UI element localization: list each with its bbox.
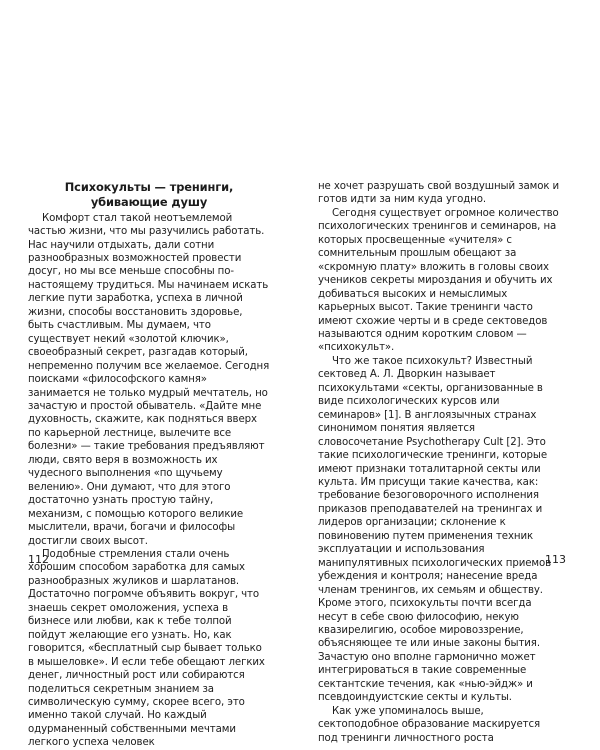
right-continuation: не хочет разрушать свой воздушный замок и готов идти за ним куда угодно. (318, 181, 560, 206)
right-page (318, 180, 560, 744)
right-paragraph-1: Сегодня существует огромное количество психологических тренингов и семинаров, на которых просвещенные «учителя» с сомнительным прошлым обещают за «скромную плату» вложить в головы своих учеников секреты мироздания и обучить их добиваться высоких и немыслимых карьерных высот. Такие тренинги часто имеют схожие черты и в среде сектоведов называются одним коротким словом — «психокульт». (318, 207, 559, 354)
right-paragraph-2: Что же такое психокульт? Известный сектовед А. Л. Дворкин называет психокультами «секты, организованные в виде психологических курсов или семинаров» [1]. В англоязычных странах синонимом понятия является словосочетание Psychotherapy Cult [2]. Это такие психологические тренинги, которые имеют признаки тоталитарной секты или культа. Им присущи такие качества, как: требование безоговорочного исполнения приказов преподавателей на тренингах и лидеров организации; склонение к повиновению путем применения техник эксплуатации и использования манипулятивных психологических приемов убеждения и контроля; нанесение вреда членам тренингов, их семьям и обществу. Кроме этого, психокульты почти всегда несут в себе свою философию, некую квазирелигию, особое мировоззрение, объясняющее те или иные законы бытия. Зачастую оно вполне гармонично может интегрироваться в такие современные сектантские течения, как «нью-эйдж» и псевдоиндуистские секты и культы. (318, 355, 552, 704)
left-paragraph-2: Подобные стремления стали очень хорошим способом заработка для самых разнообразных жуликов и шарлатанов. Достаточно погромче объявить вокруг, что знаешь секрет омоложения, успеха в бизнесе или любви, как к тебе толпой пойдут желающие его узнать. Но, как говорится, «бесплатный сыр бывает только в мышеловке». И если тебе обещают легких денег, личностный рост или собираются поделиться секретным знанием за символическую сумму, скорее всего, это именно такой случай. Но каждый одурманенный собственными мечтами легкого успеха человек (28, 548, 265, 749)
left-page (28, 180, 270, 749)
page-number-right: 113 (545, 553, 566, 566)
right-page-body (318, 180, 560, 745)
right-paragraph-3: Как уже упоминалось выше, сектоподобное образование маскируется под тренинги личностного роста (318, 705, 540, 744)
left-page-body (28, 180, 270, 750)
chapter-heading: Психокульты — тренинги, убивающие душу (64, 180, 234, 209)
page-number-left: 112 (28, 553, 49, 566)
left-paragraph-1: Комфорт стал такой неотъемлемой частью жизни, что мы разучились работать. Нас научили отдыхать, дали сотни разнообразных возможностей провести досуг, но мы все меньше способны по-настоящему трудиться. Мы начинаем искать легкие пути заработка, успеха в личной жизни, способы восстановить здоровье, быть счастливым. Мы думаем, что существует некий «золотой ключик», своеобразный секрет, разгадав который, непременно получим все желаемое. Сегодня поисками «философского камня» занимается не только мудрый мечтатель, но зачастую и простой обыватель. «Дайте мне духовность, скажите, как подняться вверх по карьерной лестнице, вылечите все болезни» — такие требования предъявляют люди, свято веря в возможность их чудесного выполнения «по щучьему велению». Они думают, что для этого достаточно узнать простую тайну, механизм, с помощью которого великие мыслители, врачи, богачи и философы достигли своих высот. (28, 212, 270, 547)
